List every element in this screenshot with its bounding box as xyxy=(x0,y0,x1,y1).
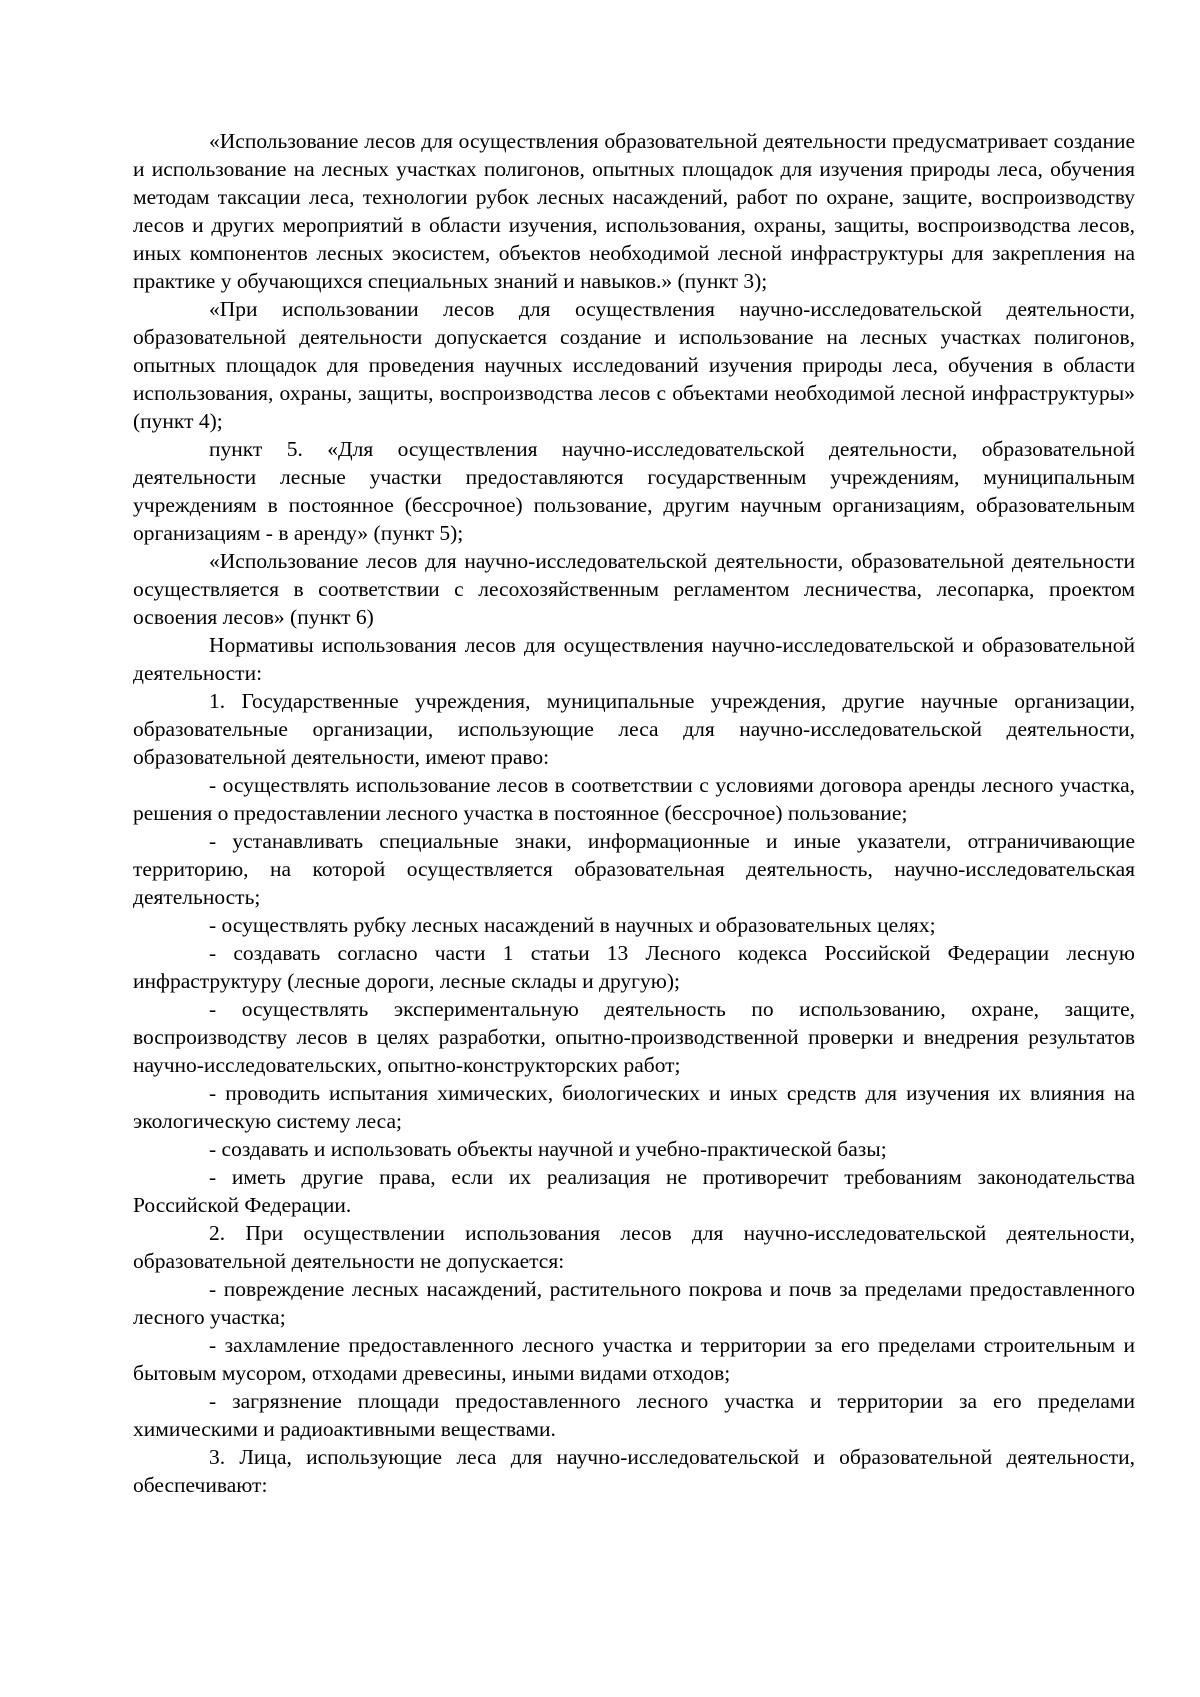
paragraph-12: - проводить испытания химических, биологических и иных средств для изучения их влияния на экологическую систему леса; xyxy=(133,1081,1135,1133)
paragraph-2: «При использовании лесов для осуществления научно-исследовательской деятельности, образовательной деятельности допускается создание и использование на лесных участках полигонов, опытных площадок для проведения научных исследований изучения природы леса, обучения в области использования, охраны, защиты, воспроизводства лесов с объектами необходимой лесной инфраструктуры» (пункт 4); xyxy=(133,297,1135,433)
paragraph-17: - захламление предоставленного лесного участка и территории за его пределами строительным и бытовым мусором, отходами древесины, иными видами отходов; xyxy=(133,1333,1135,1385)
paragraph-1: «Использование лесов для осуществления образовательной деятельности предусматривает создание и использование на лесных участках полигонов, опытных площадок для изучения природы леса, обучения методам таксации леса, технологии рубок лесных насаждений, работ по охране, защите, воспроизводству лесов и других мероприятий в области изучения, использования, охраны, защиты, воспроизводства лесов, иных компонентов лесных экосистем, объектов необходимой лесной инфраструктуры для закрепления на практике у обучающихся специальных знаний и навыков.» (пункт 3); xyxy=(133,129,1135,293)
paragraph-10: - создавать согласно части 1 статьи 13 Лесного кодекса Российской Федерации лесную инфраструктуру (лесные дороги, лесные склады и другую); xyxy=(133,941,1135,993)
paragraph-19: 3. Лица, использующие леса для научно-исследовательской и образовательной деятельности, обеспечивают: xyxy=(133,1445,1135,1497)
paragraph-15: 2. При осуществлении использования лесов для научно-исследовательской деятельности, образовательной деятельности не допускается: xyxy=(133,1221,1135,1273)
paragraph-4: «Использование лесов для научно-исследовательской деятельности, образовательной деятельности осуществляется в соответствии с лесохозяйственным регламентом лесничества, лесопарка, проектом освоения лесов» (пункт 6) xyxy=(133,549,1135,629)
paragraph-16: - повреждение лесных насаждений, растительного покрова и почв за пределами предоставленного лесного участка; xyxy=(133,1277,1135,1329)
paragraph-8: - устанавливать специальные знаки, информационные и иные указатели, отграничивающие территорию, на которой осуществляется образовательная деятельность, научно-исследовательская деятельность; xyxy=(133,829,1135,909)
paragraph-6: 1. Государственные учреждения, муниципальные учреждения, другие научные организации, образовательные организации, использующие леса для научно-исследовательской деятельности, образовательной деятельности, имеют право: xyxy=(133,689,1135,769)
document-body xyxy=(133,127,1135,1499)
paragraph-11: - осуществлять экспериментальную деятельность по использованию, охране, защите, воспроизводству лесов в целях разработки, опытно-производственной проверки и внедрения результатов научно-исследовательских, опытно-конструкторских работ; xyxy=(133,997,1135,1077)
paragraph-9: - осуществлять рубку лесных насаждений в научных и образовательных целях; xyxy=(209,913,936,937)
paragraph-13: - создавать и использовать объекты научной и учебно-практической базы; xyxy=(209,1137,887,1161)
paragraph-5: Нормативы использования лесов для осуществления научно-исследовательской и образовательной деятельности: xyxy=(133,633,1135,685)
paragraph-14: - иметь другие права, если их реализация не противоречит требованиям законодательства Российской Федерации. xyxy=(133,1165,1135,1217)
paragraph-18: - загрязнение площади предоставленного лесного участка и территории за его пределами химическими и радиоактивными веществами. xyxy=(133,1389,1135,1441)
paragraph-3: пункт 5. «Для осуществления научно-исследовательской деятельности, образовательной деятельности лесные участки предоставляются государственным учреждениям, муниципальным учреждениям в постоянное (бессрочное) пользование, другим научным организациям, образовательным организациям - в аренду» (пункт 5); xyxy=(133,437,1135,545)
paragraph-7: - осуществлять использование лесов в соответствии с условиями договора аренды лесного участка, решения о предоставлении лесного участка в постоянное (бессрочное) пользование; xyxy=(133,773,1135,825)
